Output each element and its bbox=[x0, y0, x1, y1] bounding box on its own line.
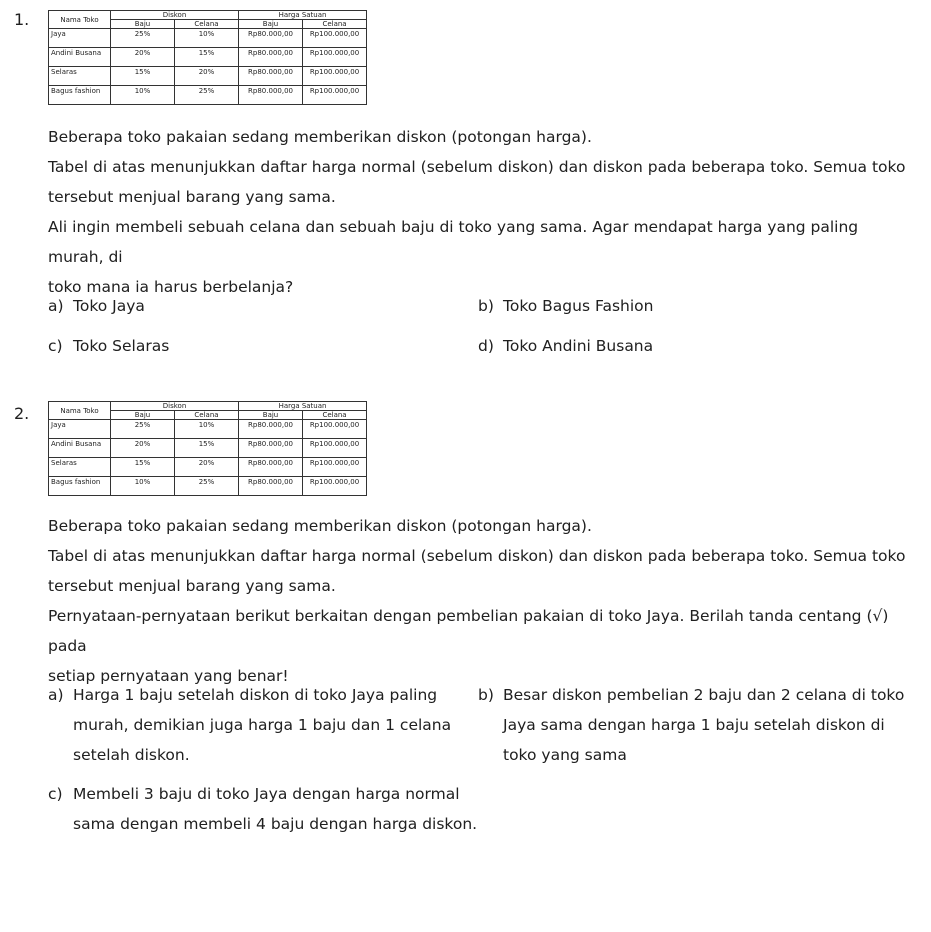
header-diskon: Diskon bbox=[111, 11, 239, 20]
price-celana: Rp100.000,00 bbox=[303, 420, 367, 439]
header-diskon: Diskon bbox=[111, 402, 239, 411]
option-line: Jaya sama dengan harga 1 baju setelah diskon di bbox=[503, 716, 885, 734]
question-1-line: Beberapa toko pakaian sedang memberikan diskon (potongan harga). bbox=[48, 128, 592, 146]
store-name: Bagus fashion bbox=[49, 477, 111, 496]
question-2-line: setiap pernyataan yang benar! bbox=[48, 667, 289, 685]
question-2-text bbox=[48, 511, 908, 691]
question-2-line: Pernyataan-pernyataan berikut berkaitan dengan pembelian pakaian di toko Jaya. Berilah tanda centang (√) pada bbox=[48, 607, 889, 655]
price-celana: Rp100.000,00 bbox=[303, 48, 367, 67]
subheader-harga-celana: Celana bbox=[303, 20, 367, 29]
discount-baju: 10% bbox=[111, 86, 175, 105]
price-baju: Rp80.000,00 bbox=[239, 477, 303, 496]
question-2-line: tersebut menjual barang yang sama. bbox=[48, 577, 336, 595]
store-name: Andini Busana bbox=[49, 48, 111, 67]
q1-option-a[interactable] bbox=[48, 291, 448, 321]
price-baju: Rp80.000,00 bbox=[239, 439, 303, 458]
option-line: Membeli 3 baju di toko Jaya dengan harga normal bbox=[73, 785, 460, 803]
price-discount-table-1 bbox=[48, 10, 367, 105]
price-celana: Rp100.000,00 bbox=[303, 477, 367, 496]
option-line: murah, demikian juga harga 1 baju dan 1 celana bbox=[73, 716, 452, 734]
table-row bbox=[49, 439, 367, 458]
discount-baju: 20% bbox=[111, 48, 175, 67]
q1-option-b[interactable] bbox=[478, 291, 898, 321]
price-baju: Rp80.000,00 bbox=[239, 420, 303, 439]
option-label: d) bbox=[478, 337, 494, 355]
option-line: sama dengan membeli 4 baju dengan harga diskon. bbox=[73, 815, 478, 833]
question-1-line: tersebut menjual barang yang sama. bbox=[48, 188, 336, 206]
option-label: b) bbox=[478, 686, 494, 704]
option-label: c) bbox=[48, 785, 63, 803]
discount-baju: 25% bbox=[111, 29, 175, 48]
price-baju: Rp80.000,00 bbox=[239, 67, 303, 86]
header-nama-toko: Nama Toko bbox=[49, 402, 111, 420]
subheader-harga-baju: Baju bbox=[239, 20, 303, 29]
header-harga-satuan: Harga Satuan bbox=[239, 402, 367, 411]
store-name: Andini Busana bbox=[49, 439, 111, 458]
question-2-line: Tabel di atas menunjukkan daftar harga normal (sebelum diskon) dan diskon pada beberapa toko. Semua toko bbox=[48, 547, 906, 565]
discount-celana: 20% bbox=[175, 67, 239, 86]
table-row bbox=[49, 48, 367, 67]
question-2-number: 2. bbox=[14, 404, 30, 423]
discount-celana: 10% bbox=[175, 29, 239, 48]
store-name: Jaya bbox=[49, 29, 111, 48]
option-label: c) bbox=[48, 337, 63, 355]
table-row bbox=[49, 477, 367, 496]
option-text: Toko Bagus Fashion bbox=[503, 297, 654, 315]
discount-baju: 20% bbox=[111, 439, 175, 458]
discount-baju: 15% bbox=[111, 458, 175, 477]
store-name: Jaya bbox=[49, 420, 111, 439]
table-row bbox=[49, 67, 367, 86]
question-1-number: 1. bbox=[14, 10, 30, 29]
question-1-line: Ali ingin membeli sebuah celana dan sebuah baju di toko yang sama. Agar mendapat harga yang paling murah, di bbox=[48, 218, 859, 266]
store-name: Selaras bbox=[49, 458, 111, 477]
question-1-text bbox=[48, 122, 908, 302]
discount-celana: 15% bbox=[175, 48, 239, 67]
question-2-line: Beberapa toko pakaian sedang memberikan diskon (potongan harga). bbox=[48, 517, 592, 535]
option-line: toko yang sama bbox=[503, 746, 627, 764]
price-celana: Rp100.000,00 bbox=[303, 86, 367, 105]
option-line: Besar diskon pembelian 2 baju dan 2 celana di toko bbox=[503, 686, 905, 704]
subheader-harga-baju: Baju bbox=[239, 411, 303, 420]
price-baju: Rp80.000,00 bbox=[239, 86, 303, 105]
q1-option-d[interactable] bbox=[478, 331, 898, 361]
discount-celana: 10% bbox=[175, 420, 239, 439]
price-celana: Rp100.000,00 bbox=[303, 67, 367, 86]
store-name: Bagus fashion bbox=[49, 86, 111, 105]
price-baju: Rp80.000,00 bbox=[239, 458, 303, 477]
option-label: b) bbox=[478, 297, 494, 315]
price-baju: Rp80.000,00 bbox=[239, 48, 303, 67]
table-row bbox=[49, 420, 367, 439]
subheader-diskon-baju: Baju bbox=[111, 411, 175, 420]
discount-celana: 20% bbox=[175, 458, 239, 477]
option-label: a) bbox=[48, 686, 64, 704]
discount-baju: 15% bbox=[111, 67, 175, 86]
discount-celana: 25% bbox=[175, 86, 239, 105]
subheader-diskon-baju: Baju bbox=[111, 20, 175, 29]
price-baju: Rp80.000,00 bbox=[239, 29, 303, 48]
option-label: a) bbox=[48, 297, 64, 315]
option-text: Toko Jaya bbox=[73, 297, 145, 315]
option-line: setelah diskon. bbox=[73, 746, 190, 764]
q2-option-b[interactable] bbox=[478, 680, 918, 770]
header-nama-toko: Nama Toko bbox=[49, 11, 111, 29]
store-name: Selaras bbox=[49, 67, 111, 86]
q1-option-c[interactable] bbox=[48, 331, 448, 361]
question-1-line: Tabel di atas menunjukkan daftar harga normal (sebelum diskon) dan diskon pada beberapa toko. Semua toko bbox=[48, 158, 906, 176]
price-celana: Rp100.000,00 bbox=[303, 29, 367, 48]
option-line: Harga 1 baju setelah diskon di toko Jaya paling bbox=[73, 686, 438, 704]
subheader-harga-celana: Celana bbox=[303, 411, 367, 420]
price-celana: Rp100.000,00 bbox=[303, 458, 367, 477]
discount-celana: 15% bbox=[175, 439, 239, 458]
header-harga-satuan: Harga Satuan bbox=[239, 11, 367, 20]
table-row bbox=[49, 29, 367, 48]
discount-baju: 10% bbox=[111, 477, 175, 496]
subheader-diskon-celana: Celana bbox=[175, 20, 239, 29]
price-celana: Rp100.000,00 bbox=[303, 439, 367, 458]
discount-celana: 25% bbox=[175, 477, 239, 496]
option-text: Toko Andini Busana bbox=[503, 337, 654, 355]
table-row bbox=[49, 458, 367, 477]
option-text: Toko Selaras bbox=[73, 337, 170, 355]
q2-option-c[interactable] bbox=[48, 779, 488, 839]
price-discount-table-2 bbox=[48, 401, 367, 496]
subheader-diskon-celana: Celana bbox=[175, 411, 239, 420]
discount-baju: 25% bbox=[111, 420, 175, 439]
q2-option-a[interactable] bbox=[48, 680, 458, 770]
table-row bbox=[49, 86, 367, 105]
question-1-line: toko mana ia harus berbelanja? bbox=[48, 278, 294, 296]
